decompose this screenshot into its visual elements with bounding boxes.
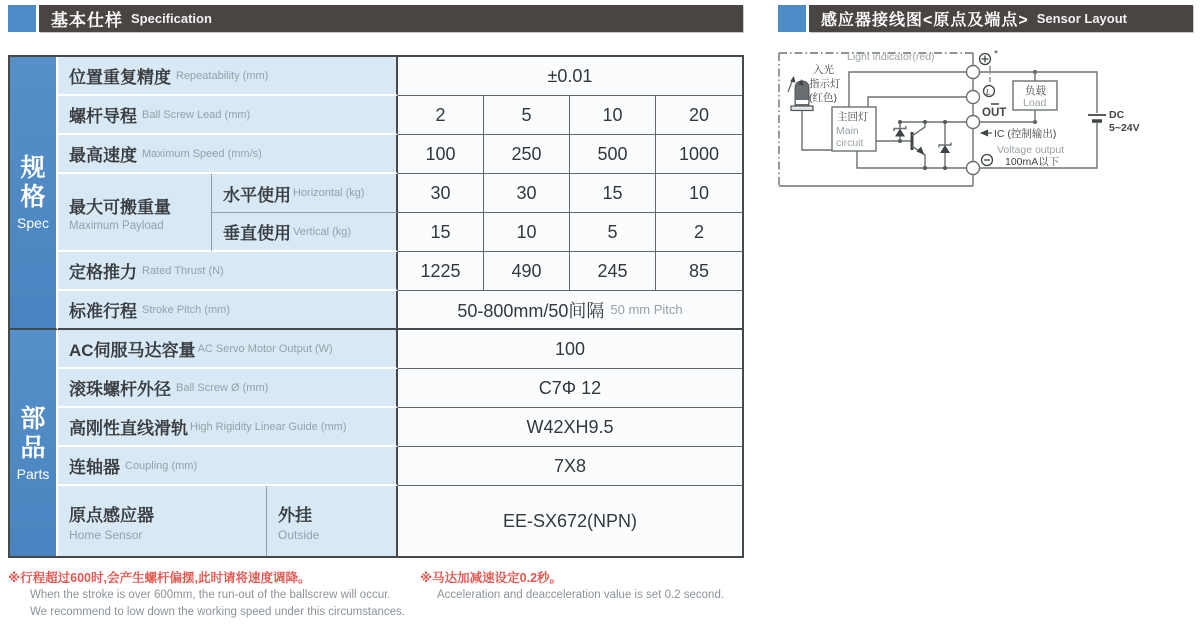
- sensor-value: EE-SX672(NPN): [398, 486, 742, 556]
- row-speed-label: [58, 135, 398, 174]
- row-coupling-label: [58, 447, 398, 486]
- main-circuit-zh: 主回灯: [837, 111, 869, 123]
- junction-dot: [898, 120, 902, 124]
- spec-header-bar: [39, 5, 743, 32]
- led-label-zh-2: 指示灯: [809, 78, 841, 90]
- spec-table: [8, 55, 744, 558]
- stroke-value: [398, 291, 742, 330]
- label-en: Repeatability (mm): [176, 69, 269, 82]
- label-zh: 连轴器: [69, 458, 120, 477]
- label-zh: 滚珠螺杆外径: [69, 380, 171, 399]
- sensor-header-title-en: Sensor Layout: [1036, 11, 1127, 26]
- junction-dot: [923, 166, 927, 170]
- label-zh: 外挂: [278, 505, 312, 525]
- sensor-header-title-zh: 感应器接线图<原点及端点>: [821, 12, 1029, 29]
- label-zh: 最高速度: [69, 146, 137, 165]
- junction-dot: [923, 120, 927, 124]
- main-circuit-en2: circuit: [836, 137, 864, 149]
- stroke-value-main: 50-800mm/50间隔: [457, 300, 605, 321]
- label-zh: 水平使用: [223, 185, 291, 205]
- thrust-value: 1225: [398, 252, 484, 291]
- payload-v-value: 15: [398, 213, 484, 252]
- ic-arrow-icon: [980, 130, 992, 137]
- sidebar-parts-zh: 部品: [20, 404, 46, 462]
- sidebar-spec-zh: 规格: [20, 154, 46, 211]
- blue-accent-square: [778, 5, 806, 32]
- label-en: Outside: [278, 527, 320, 542]
- dc-label: DC: [1109, 109, 1125, 121]
- guide-value: W42XH9.5: [398, 408, 742, 447]
- label-en: Vertical (kg): [293, 225, 352, 238]
- speed-value: 1000: [656, 135, 742, 174]
- stroke-value-en: 50 mm Pitch: [610, 302, 683, 317]
- label-en: Ball Screw Ø (mm): [176, 381, 269, 394]
- label-zh: 最大可搬重量: [69, 197, 171, 217]
- lead-value: 20: [656, 96, 742, 135]
- row-payload-label: [58, 174, 212, 252]
- label-zh: 标准行程: [69, 302, 137, 321]
- sidebar-parts-en: Parts: [16, 465, 50, 482]
- row-thrust-label: [58, 252, 398, 291]
- payload-v-value: 10: [484, 213, 570, 252]
- lead-value: 2: [398, 96, 484, 135]
- dc-voltage-label: 5~24V: [1109, 122, 1140, 134]
- footnote-left: [8, 570, 405, 621]
- thrust-value: 490: [484, 252, 570, 291]
- thrust-value: 85: [656, 252, 742, 291]
- l-wire: [868, 97, 967, 107]
- junction-dot: [943, 166, 947, 170]
- speed-value: 100: [398, 135, 484, 174]
- sidebar-section-parts: [10, 330, 58, 556]
- row-motor-label: [58, 330, 398, 369]
- sensor-wiring-diagram: [775, 43, 1195, 221]
- label-zh: 位置重复精度: [69, 68, 171, 87]
- svg-text:L: L: [986, 87, 991, 97]
- main-circuit-en1: Main: [836, 125, 859, 137]
- terminal-out: [967, 116, 980, 129]
- blue-accent-square: [8, 5, 36, 32]
- speed-value: 500: [570, 135, 656, 174]
- label-en: Stroke Pitch (mm): [142, 303, 231, 316]
- payload-h-value: 30: [398, 174, 484, 213]
- row-sensor-outside-label: [267, 486, 398, 556]
- label-en: High Rigidity Linear Guide (mm): [190, 420, 347, 433]
- label-zh: 螺杆导程: [69, 107, 137, 126]
- ic-label: IC (控制输出): [994, 128, 1057, 140]
- screw-value: C7Φ 12: [398, 369, 742, 408]
- footnote-right-zh: ※马达加减速设定0.2秒。: [420, 571, 563, 585]
- label-en: Maximum Payload: [69, 219, 164, 232]
- motor-value: 100: [398, 330, 742, 369]
- label-en: AC Servo Motor Output (W): [197, 342, 333, 355]
- voltage-output-label: Voltage output: [997, 144, 1065, 156]
- coupling-value: 7X8: [398, 447, 742, 486]
- junction-dot: [943, 120, 947, 124]
- payload-v-value: 2: [656, 213, 742, 252]
- load-en: Load: [1023, 97, 1047, 109]
- terminal-minus: [967, 162, 980, 175]
- label-zh: AC伺服马达容量: [69, 341, 196, 360]
- terminal-plus: [967, 66, 980, 79]
- payload-h-value: 15: [570, 174, 656, 213]
- payload-h-value: 10: [656, 174, 742, 213]
- row-screw-label: [58, 369, 398, 408]
- transistor-icon: [912, 122, 925, 168]
- terminal-l: [967, 91, 980, 104]
- battery-icon: [1088, 115, 1106, 121]
- footnote-left-zh: ※行程超过600时,会产生螺杆偏摆,此时请将速度调降。: [8, 571, 311, 585]
- light-indicator-label: Light indicator(red): [847, 51, 935, 63]
- circled-l-symbol-icon: [984, 86, 995, 98]
- row-guide-label: [58, 408, 398, 447]
- label-en: Home Sensor: [69, 527, 143, 542]
- label-zh: 垂直使用: [223, 224, 291, 243]
- star-note: *: [994, 48, 999, 60]
- payload-v-value: 5: [570, 213, 656, 252]
- out-label: OUT: [982, 107, 1007, 119]
- label-zh: 原点感应器: [69, 505, 154, 525]
- lead-value: 10: [570, 96, 656, 135]
- spec-header: [8, 5, 743, 32]
- footnote-left-en1: When the stroke is over 600mm, the run-out of the ballscrew will occur.: [30, 589, 391, 601]
- footnote-right: [420, 570, 724, 604]
- junction-dot: [898, 139, 902, 143]
- speed-value: 250: [484, 135, 570, 174]
- sidebar-section-spec: [10, 57, 58, 330]
- minus-wire-left: [857, 151, 967, 168]
- lead-value: 5: [484, 96, 570, 135]
- footnote-left-en2: We recommend to low down the working speed under this circumstances.: [30, 606, 405, 618]
- row-payload-vertical-label: [212, 213, 398, 252]
- spec-header-title-en: Specification: [131, 11, 212, 26]
- sidebar-spec-en: Spec: [17, 215, 49, 231]
- zener-diode-icon: [894, 122, 906, 141]
- plus-wire: [849, 72, 967, 107]
- label-en: Coupling (mm): [125, 459, 198, 472]
- label-en: Horizontal (kg): [293, 187, 365, 199]
- row-stroke-label: [58, 291, 398, 330]
- led-wire: [802, 111, 832, 151]
- zener-diode-icon: [939, 122, 951, 168]
- label-zh: 高刚性直线滑轨: [69, 419, 188, 438]
- payload-h-value: 30: [484, 174, 570, 213]
- thrust-value: 245: [570, 252, 656, 291]
- label-zh: 定格推力: [69, 263, 137, 282]
- current-limit-label: 100mA以下: [1005, 156, 1060, 168]
- load-zh: 负载: [1025, 85, 1046, 97]
- label-en: Rated Thrust (N): [142, 264, 224, 277]
- row-sensor-label: [58, 486, 267, 556]
- sensor-layout-header: [778, 5, 1193, 32]
- spec-header-title-zh: 基本仕样: [51, 11, 123, 30]
- label-en: Maximum Speed (mm/s): [142, 147, 262, 160]
- sensor-header-bar: [809, 5, 1193, 32]
- led-label-zh-3: (红色): [809, 92, 837, 104]
- footnote-right-en: Acceleration and deacceleration value is set 0.2 second.: [437, 589, 725, 601]
- row-repeatability-label: [58, 57, 398, 96]
- plus-symbol-icon: [980, 54, 991, 65]
- row-payload-horizontal-label: [212, 174, 398, 213]
- led-label-zh-1: 入光: [813, 64, 834, 76]
- minus-symbol-icon: [982, 155, 993, 166]
- repeatability-value: ±0.01: [398, 57, 742, 96]
- row-lead-label: [58, 96, 398, 135]
- label-en: Ball Screw Lead (mm): [142, 108, 251, 121]
